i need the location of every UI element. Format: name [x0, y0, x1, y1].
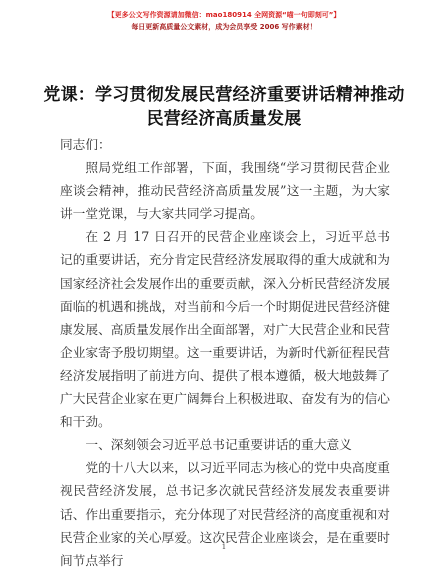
section-heading: 一、深刻领会习近平总书记重要讲话的重大意义 — [85, 437, 352, 453]
resource-banner — [0, 9, 448, 33]
document-body — [60, 133, 390, 572]
page-number: 1 — [221, 543, 227, 551]
greeting: 同志们： — [60, 137, 111, 152]
paragraph-meeting: 在 2 月 17 日召开的民营企业座谈会上，习近平总书记的重要讲话，充分肯定民营经济发展取得的重大成就和为国家经济社会发展作出的重要贡献，深入分析民营经济发展面临的机遇和挑战，对当前和今后一个时期促进民营经济健康发展、高质量发展作出全面部署，对广大民营企业和民营企业家寄予殷切期望。这一重要讲话，为新时代新征程民营经济发展指明了前进方向、提供了根本遵循，极大地鼓舞了广大民营企业家在更广阔舞台上积极进取、奋发有为的信心和干劲。 — [60, 229, 390, 430]
document-title: 党课：学习贯彻发展民营经济重要讲话精神推动民营经济高质量发展 — [43, 85, 405, 129]
banner-line-1: 【更多公文写作资源请加微信：mao180914 全网资源“喵一句即刻可”】 — [107, 11, 341, 19]
banner-line-2: 每日更新高质量公文素材，成为会员享受 2006 写作素材！ — [131, 23, 317, 31]
section-paragraph: 党的十八大以来，以习近平同志为核心的党中央高度重视民营经济发展，总书记多次就民营经济发展发表重要讲话、作出重要指示，充分体现了对民营经济的高度重视和对民营企业家的关心厚爱。这次民营企业座谈会，是在重要时间节点举行 — [60, 460, 390, 568]
paragraph-intro: 照局党组工作部署，下面，我围绕“学习贯彻民营企业座谈会精神，推动民营经济高质量发展”这一主题，为大家讲一堂党课，与大家共同学习提高。 — [60, 160, 390, 222]
